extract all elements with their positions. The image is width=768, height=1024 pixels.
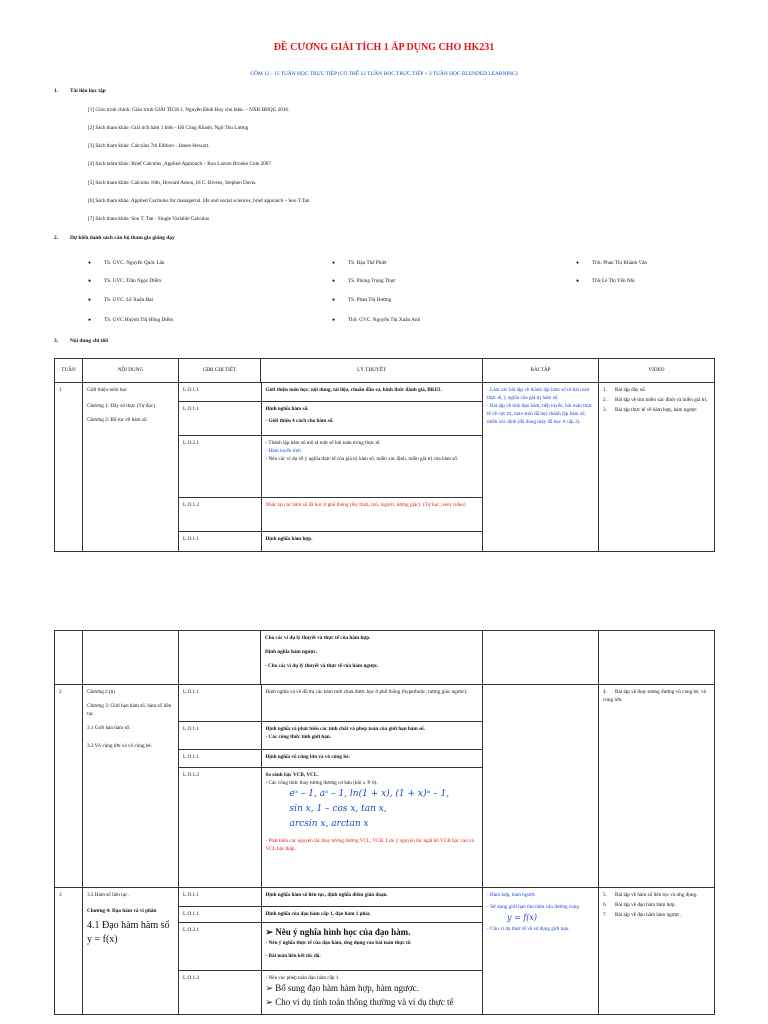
section-1-heading: 1. Tài liệu học tập — [54, 88, 106, 94]
formula-line: arcsin x, arctan x — [289, 819, 369, 830]
staff-item: ● ThS. Phan Thị Khánh Vân — [576, 260, 647, 266]
formula-line: sin x, 1 – cos x, tan x, — [289, 803, 387, 814]
header-tuan: TUẦN — [55, 359, 83, 383]
lo-code: L.O.1.1 — [179, 401, 261, 435]
reference-item: [7] Sách tham khảo: Soo T. Tan - Single Variable Calculus — [88, 216, 209, 222]
reference-item: [2] Sách tham khảo: Giải tích hàm 1 biến - Đỗ Công Khanh, Ngô Thu Lương — [88, 125, 249, 131]
staff-item: ● ThS. GVC. Nguyễn Thị Xuân Anh — [332, 317, 421, 323]
lo-code: L.O.1.1 — [179, 531, 261, 551]
theory-text: Định nghĩa và vẽ đồ thị các hàm mới chưa được học ở phổ thông (hyperbolic, lượng giác ngược). — [261, 685, 482, 721]
staff-item: ● ThS Lê Thị Yến Nhi — [576, 278, 635, 284]
theory-text: Định nghĩa hàm hợp. — [261, 531, 482, 551]
theory-text: Định nghĩa của đạo hàm cấp 1, đạo hàm 1 phía. — [261, 906, 482, 922]
lo-code: L.O.1.1 — [179, 906, 261, 922]
header-noidung: NỘI DUNG — [83, 359, 179, 383]
content-cell: Giới thiệu môn học Chương 1: Dãy số thực (Tự đọc) Chương 2: Bổ túc về hàm số. — [83, 383, 179, 552]
lo-code: L.O.1.2 — [179, 767, 261, 887]
document-title: ĐỀ CƯƠNG GIẢI TÍCH 1 ÁP DỤNG CHO HK231 — [273, 42, 495, 53]
staff-item: ● TS. GVC. Lê Xuân Đại — [88, 297, 153, 303]
video-item: 4. Bài tập về thay tương đương vô cùng bé, vô cùng lớn. — [603, 689, 707, 704]
week-number: 1 — [55, 383, 83, 552]
theory-text: Nhắc lại các hàm số đã học ở phổ thông (lũy thừa, mũ, logarit, lượng giác). (Tự học, xem video) — [261, 497, 482, 531]
syllabus-table-page2: Cho các ví dụ lý thuyết và thực tế của hàm hợp. Định nghĩa hàm ngược. - Cho các ví dụ lý thuyết và thực tế của hàm ngược. 2 Chương 2 (tt) Chương 3: Giới hạn hàm số, hàm số liên tục. 3.1 Giới hạn hàm số. 3.2 Vô cùng lớn và vô cùng bé. L.O.1.1 Định nghĩa và vẽ đồ thị các hàm mới chưa được học ở phổ thông (hyperbolic, lượng giác ngược). L.O.1.1 Định nghĩa và phát biểu các tính chất và phép toán của giới hạn hàm số. - Các công thức tính giới hạn. L.O.1.1 Định nghĩa vô cùng lớn và vô cùng bé. L.O.1.2 So sánh bậc VCB, VCL. - Các công thức thay tương đương cơ bản (khi x ® 0). eˣ – 1, aˣ – 1, ln(1 + x), (1 + x)ᵅ – 1, sin x, 1 – cos x, tan x, arcsin x, arctan x - Phát biểu các nguyên tắc thay tương đương VCL, VCB. Lưu ý nguyên tắc ngắt bỏ VCB bậc cao và VCL bậc thấp. 4. Bài tập về thay tương đương vô cùng bé, vô cùng lớn. 3 3.3 Hàm số liên tục. Chương 4: Đạo hàm và vi phân 4.1 Đạo hàm hàm số y = f(x) L.O.1.1 Định nghĩa hàm số liên tục, định nghĩa điểm gián đoạn. L.O.1.1 Định nghĩa của đạo hàm cấp 1, đạo hàm 1 phía. L.O.2.1 ➢ Nêu ý nghĩa hình học của đạo hàm. - Nêu ý nghĩa thực tế của đạo hàm, ứng dụng vào bài toán thực tế. - Bài toán liên kết tốc độ. L.O.1.2 - Nêu các phép toán đạo hàm cấp 1. ➢ Bổ sung đạo hàm hàm hợp, hàm ngược. ➢ Cho ví dụ tính toán thông thường và ví dụ thực tế - Hàm hợp, hàm ngược. - Sử dụng giới hạn tìm tiệm cận đường cong y = f(x) - Cho ví dụ thực tế về sử dụng giới hạn. 5. Bài tập về hàm số liên tục và ứng dụng. 6. Bài tập về đạo hàm hàm hợp. 7. Bài tập về đạo hàm hàm ngược. — [54, 630, 715, 1015]
reference-item: [6] Sách tham khảo: Applied Cacltulus for managerial. life and social sciences_brief approach – Soo T.Tan — [88, 198, 310, 204]
section-3-heading: 3. Nội dung chi tiết — [54, 338, 109, 344]
lo-code: L.O.1.1 — [179, 888, 261, 906]
formula-line: eˣ – 1, aˣ – 1, ln(1 + x), (1 + x)ᵅ – 1, — [289, 788, 450, 799]
reference-item: [4] Sách tahm khảo: Brief Calculus_Applied Approach – Ron Larson Brooke Cole 2007. — [88, 161, 273, 167]
video-item: 3. Bài tập thực tế về hàm hợp, hàm ngược — [603, 407, 697, 414]
video-item: 2. Bài tập về tìm miền xác định và miền giá trị. — [603, 397, 708, 404]
theory-text: - Hàm tuyến tính — [265, 447, 301, 454]
syllabus-table-page1 — [54, 358, 715, 552]
content-cell: 3.3 Hàm số liên tục. Chương 4: Đạo hàm và vi phân 4.1 Đạo hàm hàm số y = f(x) — [83, 888, 179, 1015]
theory-text: Định nghĩa vô cùng lớn và vô cùng bé. — [261, 749, 482, 767]
staff-item: ● TS. Phùng Trọng Thực — [332, 278, 396, 284]
theory-text: Giới thiệu môn học: nội dung, tài liệu, chuẩn đầu ra, hình thức đánh giá, BKEL — [261, 383, 482, 401]
lo-code: L.O.2.1 — [179, 435, 261, 497]
lo-code: L.O.1.1 — [179, 685, 261, 721]
video-item: 7. Bài tập về đạo hàm hàm ngược. — [603, 912, 681, 919]
staff-item: ● TS. GVC. Trần Ngọc Diễm — [88, 278, 162, 284]
staff-item: ● TS. Phan Thị Hường — [332, 297, 392, 303]
video-item: 6. Bài tập về đạo hàm hàm hợp. — [603, 902, 676, 909]
video-cell — [599, 685, 715, 888]
header-baitap: BÀI TẬP — [483, 359, 599, 383]
chapter-text: Chương 2: Bổ túc về hàm số. — [87, 417, 148, 424]
reference-item: [3] Sách tham khảo: Calculus 7th Edition - James Stewart. — [88, 143, 210, 149]
reference-item: [1] Giáo trình chính: Giáo trình GIẢI TÍCH 1. Nguyễn Đình Huy chủ biên. – NXB ĐHQG 2016. — [88, 107, 290, 113]
theory-cell: Cho các ví dụ lý thuyết và thực tế của hàm hợp. Định nghĩa hàm ngược. - Cho các ví dụ lý thuyết và thực tế của hàm ngược. — [261, 631, 483, 685]
header-video: VIDEO — [599, 359, 715, 383]
arrow-bullet-icon: ➢ — [265, 926, 276, 937]
exercise-cell: - Làm các bài tập về thành lập hàm số từ bài toán thực tế, ý nghĩa của giá trị hàm số. - Bài tập về tính đạo hàm, tiếp tuyến, bài toán thực tế về cực trị, max-min đã học thành lập hàm số, miền xác định (đã dùng máy đã học ở cấp 3). — [483, 383, 599, 552]
week-number: 3 — [55, 888, 83, 1015]
video-cell — [599, 383, 715, 552]
theory-text: - Giới thiệu 4 cách cho hàm số. — [265, 417, 334, 424]
video-item: 1. Bài tập dãy số. — [603, 387, 646, 393]
staff-item: ● TS. GVC Huỳnh Thị Hồng Diễm — [88, 317, 174, 323]
lo-code: L.O.1.1 — [179, 749, 261, 767]
theory-text: - Nêu các ví dụ về ý nghĩa thực tế của giá trị hàm số, miền xác định, miền giá trị của hàm số. — [265, 455, 459, 462]
lo-code: L.O.1.2 — [179, 970, 261, 1014]
lo-code: L.O.1.2 — [179, 497, 261, 531]
document-subtitle: GỒM 12 - 15 TUẦN HỌC TRỰC TIẾP (CÓ THỂ 12 TUẦN HỌC TRỰC TIẾP + 3 TUẦN HỌC BLENDED LEARNING) — [250, 71, 518, 77]
exercise-cell: - Hàm hợp, hàm ngược. - Sử dụng giới hạn tìm tiệm cận đường cong y = f(x) - Cho ví dụ thực tế về sử dụng giới hạn. — [483, 888, 599, 1015]
reference-item: [5] Sách tham khảo: Calculus 10th, Howard Anton, Irl C. Bivens, Stephen Davis. — [88, 180, 257, 186]
theory-text: Định nghĩa hàm số. — [265, 405, 309, 412]
theory-text: Định nghĩa hàm số liên tục, định nghĩa điểm gián đoạn. — [261, 888, 482, 906]
video-cell — [599, 888, 715, 1015]
header-cdr: CĐR CHI TIẾT — [179, 359, 261, 383]
theory-text: - Thành lập hàm số mô tả một số bài toán trong thực tế. — [265, 439, 381, 446]
lo-code: L.O.1.1 — [179, 721, 261, 749]
section-2-heading: 2. Dự kiến danh sách cán bộ tham gia giảng dạy — [54, 235, 175, 241]
staff-item: ● TS. GVC. Nguyễn Quốc Lân — [88, 260, 165, 266]
lo-code: L.O.2.1 — [179, 922, 261, 970]
lo-code: L.O.1.1 — [179, 383, 261, 401]
chapter-text: Chương 1: Dãy số thực (Tự đọc) — [87, 403, 155, 410]
content-cell: Chương 2 (tt) Chương 3: Giới hạn hàm số, hàm số liên tục. 3.1 Giới hạn hàm số. 3.2 Vô cùng lớn và vô cùng bé. — [83, 685, 179, 888]
arrow-bullet-icon: ➢ — [265, 982, 276, 993]
week-number: 2 — [55, 685, 83, 888]
arrow-bullet-icon: ➢ — [265, 996, 276, 1007]
video-item: 5. Bài tập về hàm số liên tục và ứng dụng. — [603, 892, 698, 898]
header-lythuyet: LÝ THUYẾT — [261, 359, 483, 383]
staff-item: ● TS. Đậu Thế Phiệt — [332, 260, 387, 266]
lo-theory-cell — [179, 383, 483, 552]
